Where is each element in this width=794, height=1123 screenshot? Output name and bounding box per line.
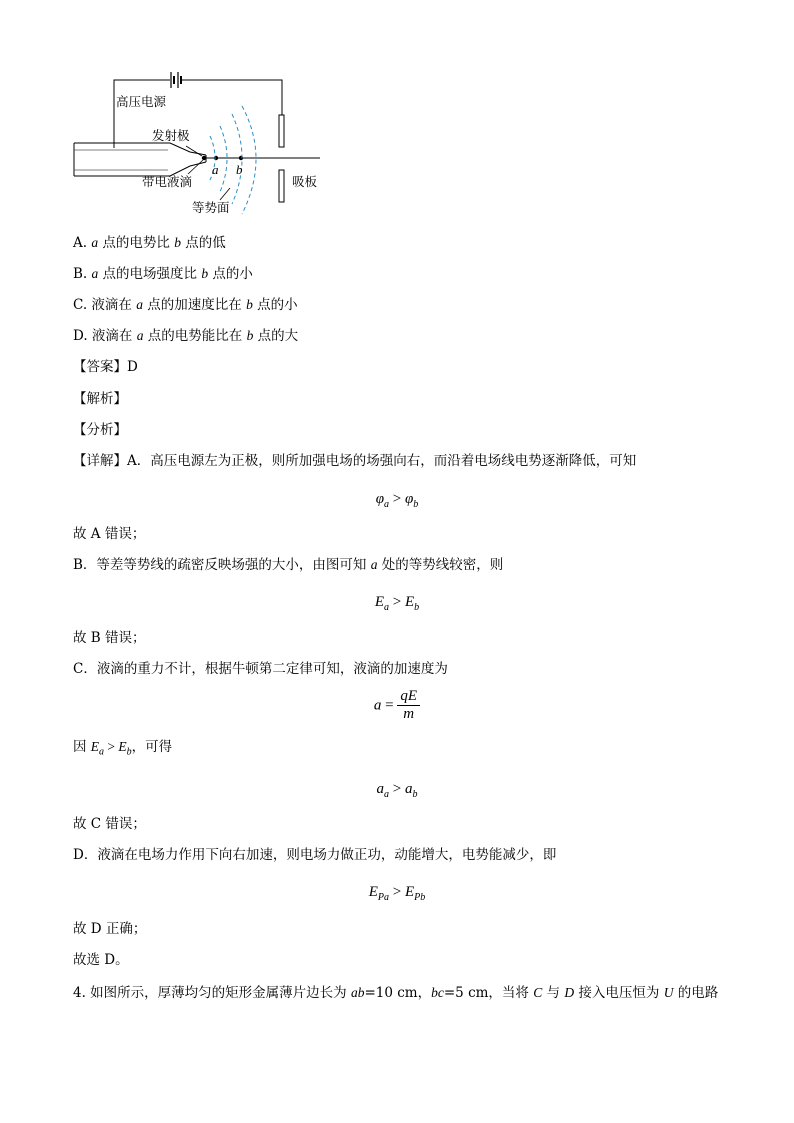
option-b-mid: 点的电场强度比 <box>98 266 202 282</box>
q4-text3: =5 cm，当将 <box>443 985 534 1001</box>
option-c-prefix: C. 液滴在 <box>73 297 137 313</box>
detail-a: 【详解】A．高压电源左为正极，则所加强电场的场强向右，而沿着电场线电势逐渐降低，可知 <box>73 453 637 469</box>
option-a-suffix: 点的低 <box>180 235 226 251</box>
because-line <box>73 738 172 762</box>
q4-bc: bc <box>431 985 444 1000</box>
droplet <box>202 156 206 160</box>
eq1-op: > <box>389 491 405 507</box>
q4-text6: 的电路 <box>673 985 719 1001</box>
option-d <box>73 327 298 345</box>
point-b <box>239 156 243 160</box>
because-right: E <box>118 739 127 754</box>
option-c-point1: a <box>136 297 143 312</box>
question-4 <box>73 984 718 1002</box>
option-c-suffix: 点的小 <box>252 297 298 313</box>
because-pre: 因 <box>73 739 91 755</box>
option-b <box>73 265 253 283</box>
equation-4 <box>0 780 794 804</box>
answer: 【答案】D <box>73 359 138 375</box>
eq4-right: a <box>404 781 413 797</box>
option-b-point2: b <box>201 266 209 281</box>
label-droplet: 带电液滴 <box>142 174 193 189</box>
conclude-c: 故 C 错误； <box>73 816 146 832</box>
label-absorber: 吸板 <box>292 174 318 189</box>
emitter-tube <box>74 143 206 176</box>
eq1-right-sub: b <box>413 499 419 510</box>
eq5-left: E <box>368 884 378 900</box>
absorber-plate-lower <box>279 170 284 202</box>
detail-b-part1: B．等差等势线的疏密反映场强的大小，由图可知 <box>73 557 371 573</box>
option-c-point2: b <box>246 297 253 312</box>
eq5-op: > <box>389 884 405 900</box>
eq2-op: > <box>389 594 405 610</box>
eq5-right-sub: Pb <box>414 892 426 903</box>
detail-b-point: a <box>370 557 378 572</box>
option-d-point2: b <box>246 328 254 343</box>
option-a-point1: a <box>91 235 99 250</box>
equation-2 <box>0 593 794 617</box>
option-d-suffix: 点的大 <box>253 328 299 344</box>
because-op: > <box>104 739 119 754</box>
option-c <box>73 296 298 314</box>
battery-icon <box>171 72 181 88</box>
option-a <box>73 234 226 252</box>
fenxi-heading: 【分析】 <box>73 422 127 438</box>
q4-text1: 4. 如图所示，厚薄均匀的矩形金属薄片边长为 <box>73 985 351 1001</box>
conclude-d: 故 D 正确； <box>73 921 147 937</box>
label-emitter: 发射极 <box>152 128 190 143</box>
equation-1 <box>0 490 794 514</box>
eq5-left-sub: Pa <box>377 892 390 903</box>
eq2-left-sub: a <box>384 602 390 613</box>
option-c-mid: 点的加速度比在 <box>142 297 247 313</box>
eq3-denominator: m <box>403 706 415 722</box>
equation-3 <box>0 688 794 723</box>
q4-d: D <box>564 985 575 1000</box>
option-a-prefix: A. <box>73 235 92 251</box>
eq2-right-sub: b <box>414 602 420 613</box>
detail-b <box>73 556 503 574</box>
because-right-sub: b <box>126 746 132 758</box>
eq4-right-sub: b <box>412 789 418 800</box>
eq3-left: a <box>373 697 382 714</box>
label-power: 高压电源 <box>116 94 167 109</box>
conclude-b: 故 B 错误； <box>73 630 146 646</box>
electrospray-figure <box>70 60 340 225</box>
absorber-plate-upper <box>279 115 284 147</box>
label-equipotential: 等势面 <box>192 200 230 215</box>
eq4-left: a <box>376 781 385 797</box>
eq4-op: > <box>389 781 405 797</box>
label-point-a: a <box>212 162 219 177</box>
circuit-wire <box>114 80 282 148</box>
analysis-heading: 【解析】 <box>73 391 127 407</box>
because-left-sub: a <box>99 746 105 758</box>
equation-5 <box>0 883 794 907</box>
eq1-right: φ <box>404 491 414 507</box>
eq5-right: E <box>404 884 415 900</box>
label-point-b: b <box>236 162 243 177</box>
eq3-equals: = <box>381 697 398 714</box>
detail-d: D．液滴在电场力作用下向右加速，则电场力做正功，动能增大，电势能减少，即 <box>73 847 557 863</box>
eq3-numerator: qE <box>397 688 420 706</box>
detail-c: C．液滴的重力不计，根据牛顿第二定律可知，液滴的加速度为 <box>73 661 448 677</box>
detail-b-part2: 处的等势线较密，则 <box>377 557 504 573</box>
eq4-left-sub: a <box>384 789 390 800</box>
conclude-a: 故 A 错误； <box>73 526 146 542</box>
option-a-point2: b <box>174 235 181 250</box>
q4-c: C <box>533 985 543 1000</box>
point-a <box>214 156 218 160</box>
option-d-point1: a <box>136 328 144 343</box>
final-choice: 故选 D。 <box>73 952 129 968</box>
option-b-prefix: B. <box>73 266 92 282</box>
eq2-left: E <box>374 594 385 610</box>
q4-text2: =10 cm， <box>364 985 432 1001</box>
option-d-prefix: D. 液滴在 <box>73 328 137 344</box>
q4-u: U <box>663 985 674 1000</box>
option-a-mid: 点的电势比 <box>98 235 175 251</box>
eq1-left-sub: a <box>384 499 390 510</box>
q4-text5: 接入电压恒为 <box>574 985 664 1001</box>
because-post: ，可得 <box>131 739 173 755</box>
because-left: E <box>90 739 100 754</box>
option-b-suffix: 点的小 <box>208 266 253 282</box>
eq3-fraction <box>397 688 420 723</box>
q4-text4: 与 <box>542 985 565 1001</box>
eq2-right: E <box>404 594 415 610</box>
option-b-point1: a <box>91 266 99 281</box>
q4-ab: ab <box>350 985 365 1000</box>
option-d-mid: 点的电势能比在 <box>143 328 247 344</box>
eq1-left: φ <box>375 491 385 507</box>
